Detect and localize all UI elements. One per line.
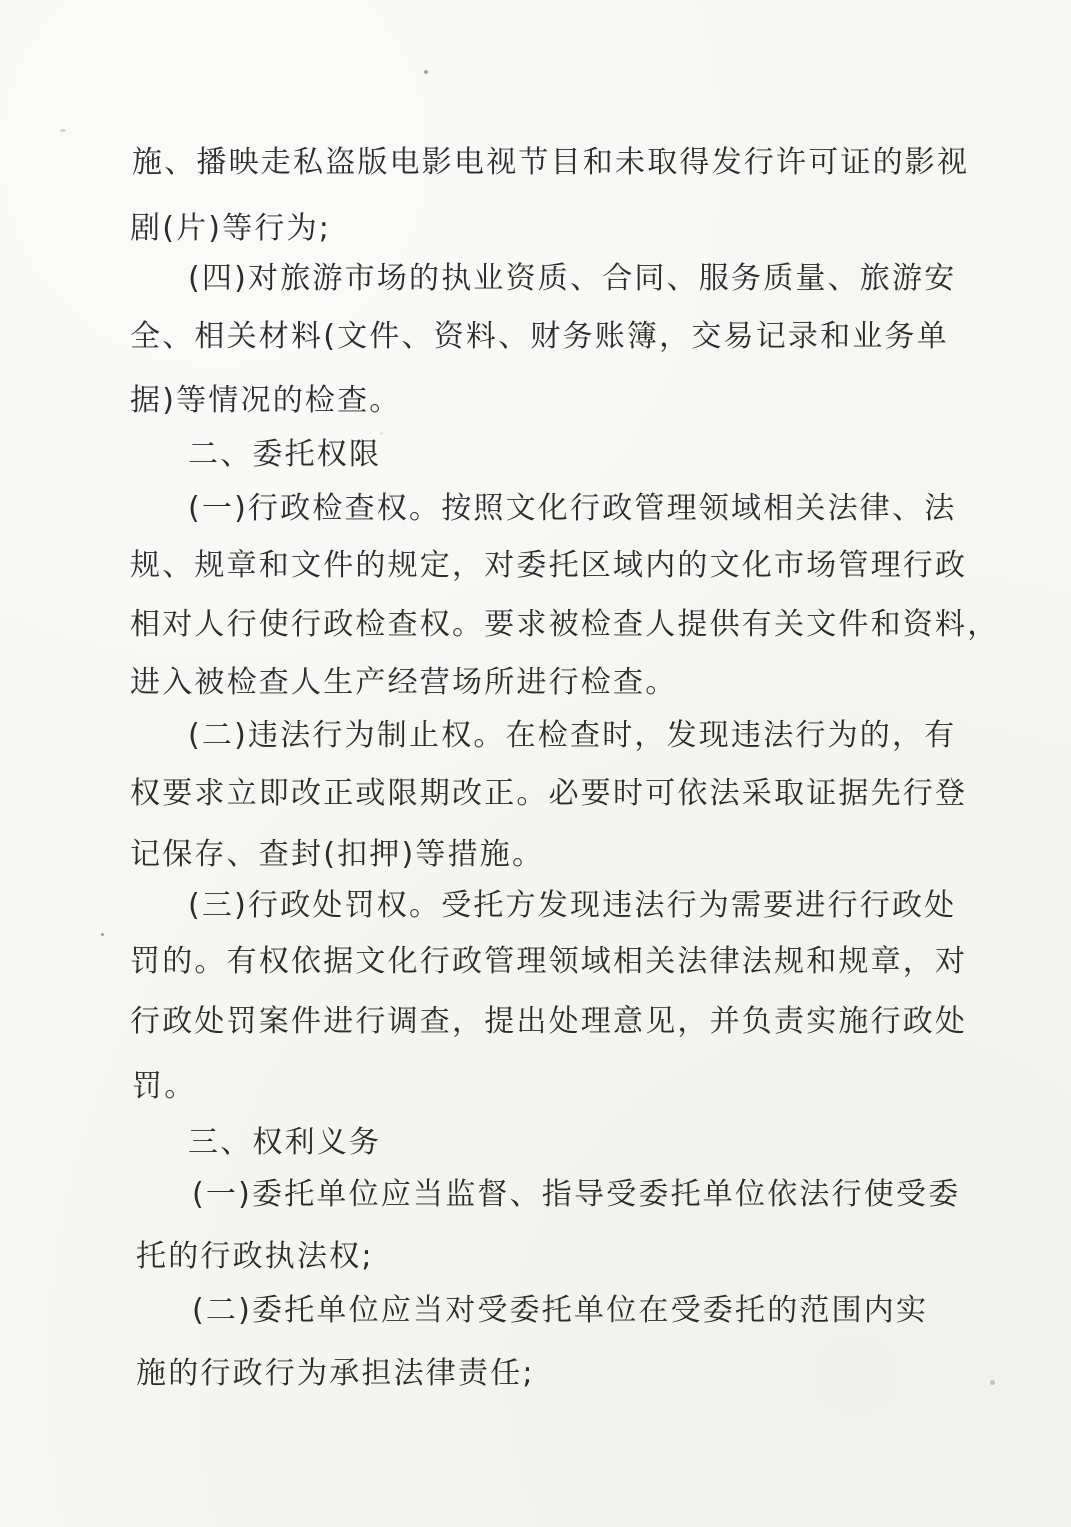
paragraph-line-1: 施、播映走私盗版电影电视节目和未取得发行许可证的影视 bbox=[132, 145, 970, 180]
paragraph-line-7: 规、规章和文件的规定，对委托区域内的文化市场管理行政 bbox=[130, 548, 968, 583]
paragraph-line-12: 记保存、查封(扣押)等措施。 bbox=[130, 837, 545, 872]
paragraph-line-17: (一)委托单位应当监督、指导受委托单位依法行使受委 bbox=[192, 1177, 961, 1212]
scan-speck bbox=[101, 933, 104, 936]
paragraph-line-8: 相对人行使行政检查权。要求被检查人提供有关文件和资料， bbox=[130, 607, 1000, 642]
section-heading-3: 三、权利义务 bbox=[188, 1125, 382, 1160]
paragraph-line-3: (四)对旅游市场的执业资质、合同、服务质量、旅游安 bbox=[188, 261, 957, 296]
paragraph-line-6: (一)行政检查权。按照文化行政管理领域相关法律、法 bbox=[188, 491, 957, 526]
paragraph-line-4: 全、相关材料(文件、资料、财务账簿，交易记录和业务单 bbox=[130, 319, 949, 354]
paragraph-line-9: 进入被检查人生产经营场所进行检查。 bbox=[130, 665, 678, 700]
paragraph-line-13: (三)行政处罚权。受托方发现违法行为需要进行行政处 bbox=[188, 888, 957, 923]
paragraph-line-14: 罚的。有权依据文化行政管理领域相关法律法规和规章，对 bbox=[130, 944, 968, 979]
scan-speck bbox=[424, 70, 428, 74]
paragraph-line-20: 施的行政行为承担法律责任; bbox=[136, 1356, 535, 1391]
section-heading-2: 二、委托权限 bbox=[188, 437, 382, 472]
paragraph-line-10: (二)违法行为制止权。在检查时，发现违法行为的，有 bbox=[188, 718, 957, 753]
paragraph-line-16: 罚。 bbox=[132, 1069, 197, 1104]
paragraph-line-11: 权要求立即改正或限期改正。必要时可依法采取证据先行登 bbox=[130, 776, 968, 811]
scan-speck bbox=[990, 1380, 995, 1385]
scan-speck bbox=[60, 129, 66, 132]
paragraph-line-2: 剧(片)等行为; bbox=[130, 211, 332, 246]
scan-speck bbox=[380, 432, 383, 435]
paragraph-line-5: 据)等情况的检查。 bbox=[130, 383, 402, 418]
paragraph-line-18: 托的行政执法权; bbox=[136, 1239, 374, 1274]
paragraph-line-15: 行政处罚案件进行调查，提出处理意见，并负责实施行政处 bbox=[130, 1004, 968, 1039]
paragraph-line-19: (二)委托单位应当对受委托单位在受委托的范围内实 bbox=[192, 1293, 929, 1328]
